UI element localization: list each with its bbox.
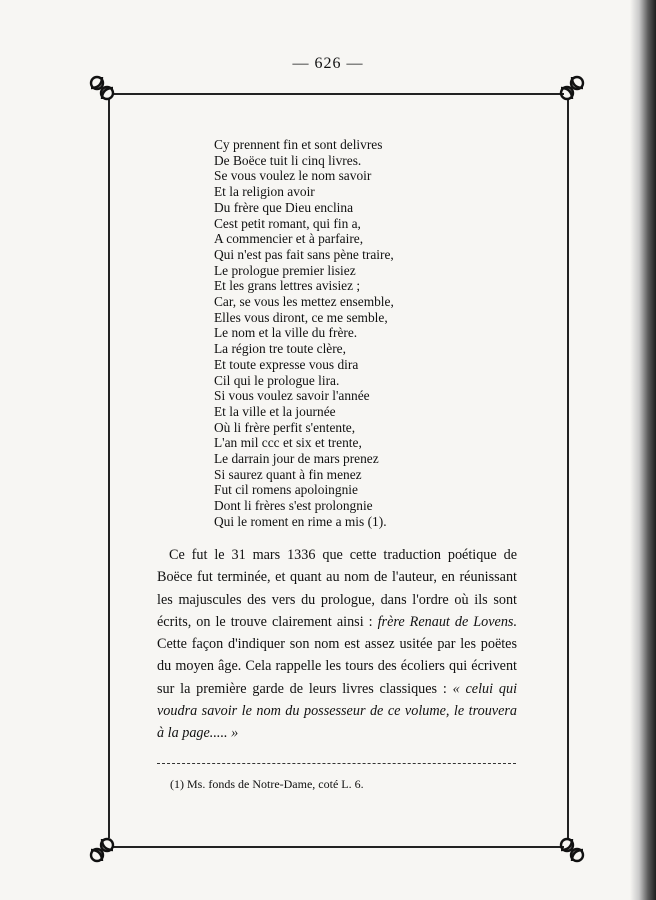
poem-line: Se vous voulez le nom savoir <box>214 168 372 184</box>
author-name-italic: frère Renaut de Lovens. <box>377 613 518 630</box>
poem-line: Si vous voulez savoir l'année <box>214 388 370 404</box>
poem-line: Et toute expresse vous dira <box>214 356 359 372</box>
paragraph-text: Ce fut le 31 mars 1336 que cette traduction poétique de Boëce fut terminée, et quant au nom de l'auteur, en réunissant les majuscules des vers du prologue, dans l'ordre où ils sont écrits, on le trouve clairement ainsi : <box>157 547 517 630</box>
poem-line: De Boëce tuit li cinq livres. <box>214 152 362 168</box>
corner-ornament-top-right-icon <box>558 74 586 102</box>
page-edge-shadow <box>630 0 656 900</box>
poem-line: Le darrain jour de mars prenez <box>214 451 379 467</box>
poem-line: Car, se vous les mettez ensemble, <box>214 294 394 310</box>
body-paragraph <box>157 544 517 745</box>
poem-line: Qui le roment en rime a mis (1). <box>214 513 387 529</box>
paragraph-text-continued: Cette façon d'indiquer son nom est assez usitée par les poëtes du moyen âge. Cela rappelle les tours des écoliers qui écrivent sur la première garde de leurs livres classiques : <box>157 636 517 697</box>
footnote-divider <box>157 763 516 765</box>
poem-line: A commencier et à parfaire, <box>214 231 364 247</box>
corner-ornament-top-left-icon <box>88 74 116 102</box>
poem-line: Et la religion avoir <box>214 184 315 200</box>
page-number: — 626 — <box>292 55 364 72</box>
poem-line: Le nom et la ville du frère. <box>214 325 358 341</box>
poem-line: Où li frère perfit s'entente, <box>214 419 356 435</box>
poem-block <box>214 137 474 530</box>
poem-line: Cest petit romant, qui fin a, <box>214 215 361 231</box>
poem-line: Elles vous diront, ce me semble, <box>214 309 388 325</box>
poem-line: Fut cil romens apoloingnie <box>214 482 358 498</box>
poem-line: Cil qui le prologue lira. <box>214 372 340 388</box>
corner-ornament-bottom-right-icon <box>558 836 586 864</box>
footnote: (1) Ms. fonds de Notre-Dame, coté L. 6. <box>170 777 364 791</box>
corner-ornament-bottom-left-icon <box>88 836 116 864</box>
poem-line: Dont li frères s'est prolongnie <box>214 498 373 514</box>
poem-line: La région tre toute clère, <box>214 341 346 357</box>
poem-line: Et la ville et la journée <box>214 403 336 419</box>
poem-line: L'an mil ccc et six et trente, <box>214 435 362 451</box>
poem-line: Du frère que Dieu enclina <box>214 199 354 215</box>
poem-line: Cy prennent fin et sont delivres <box>214 137 383 152</box>
poem-line: Le prologue premier lisiez <box>214 262 356 278</box>
quotation-italic: « celui qui voudra savoir le nom du possesseur de ce volume, le trouvera à la page..... » <box>157 680 518 742</box>
frame-bottom-line <box>112 846 564 848</box>
poem-line: Si saurez quant à fin menez <box>214 466 362 482</box>
frame-top-line <box>112 93 564 95</box>
poem-line: Et les grans lettres avisiez ; <box>214 278 361 294</box>
frame-left-line <box>108 98 110 838</box>
frame-right-line <box>567 98 569 838</box>
poem-line: Qui n'est pas fait sans pène traire, <box>214 246 394 262</box>
